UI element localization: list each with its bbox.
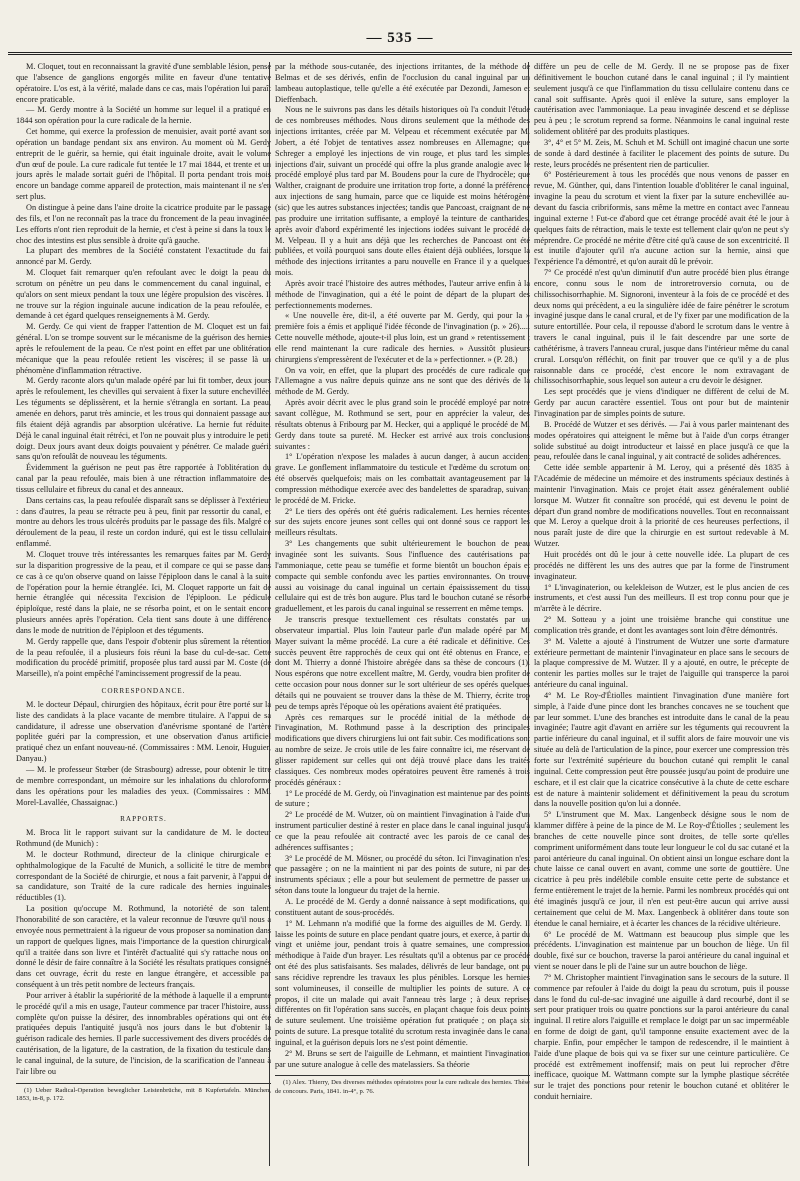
paragraph: 2° Le procédé de M. Wutzer, où on maintient l'invagination à l'aide d'un instrument particulier destiné à rester en place dans le canal inguinal jusqu'à ce que la peau refoulée ait contracté avec les parois de ce canal des adhérences suffisantes ; xyxy=(275,810,530,852)
paragraph: Après avoir décrit avec le plus grand soin le procédé employé par notre savant collègue, M. Rothmund se sert, pour en apprécier la valeur, des résultats obtenus à Fribourg par M. Hecker, qui a appliqué le procédé de M. Gerdy dans toute sa pureté. M. Hecker est arrivé aux trois conclusions suivantes : xyxy=(275,398,530,451)
paragraph: 2° Le tiers des opérés ont été guéris radicalement. Les hernies récentes sur des sujets encore jeunes sont celles qui ont donné sous ce rapport les meilleurs résultats. xyxy=(275,506,530,538)
paragraph: 1° L'invaginaterion, ou kelekleison de Wutzer, est le plus ancien de ces instruments, et c'est aussi l'un des meilleurs. Il est trop connu pour que je m'arrête à le décrire. xyxy=(534,582,789,614)
correspondance-paragraphs xyxy=(16,700,271,808)
header-rule xyxy=(8,52,792,55)
page-number: — 535 — xyxy=(366,30,434,46)
paragraph: Cette idée semble appartenir à M. Leroy, qui a présenté dès 1835 à l'Académie de médecine un mémoire et des instruments spéciaux destinés à maintenir l'invagination. Mais ce projet était assez généralement oublié lorsque M. Wutzer fit connaître son procédé, qui est devenu le point de départ d'un grand nombre de modifications nouvelles. Tout en reconnaissant que M. Leroy a quelque droit à la priorité de ces heureuses perfections, il nous paraît juste de dire que la chirurgie en est surtout redevable à M. Wutzer. xyxy=(534,463,789,549)
paragraph: 3°, 4° et 5° M. Zeis, M. Schuh et M. Schüll ont imaginé chacun une sorte de sonde à dard destinée à faciliter le placement des points de suture. Du reste, leurs procédés ne présentent rien de particulier. xyxy=(534,137,789,169)
paragraph: 4° M. Le Roy-d'Étiolles maintient l'invagination d'une manière fort simple, à l'aide d'une pince dont les branches concaves ne se touchent que par leur sommet. L'une des branches est introduite dans le canal de la peau invaginée; l'autre agit d'avant en arrière sur les téguments qui recouvrent la partie inférieure du canal inguinal, et il suffit alors de faire mouvoir une vis située au delà de l'articulation de la pince, pour exercer une compression très forte sur l'extrémité supérieure du bouchon cutané qui remplit le canal inguinal. Cette compression peut être poussée jusqu'au point de produire une eschare, et il est clair que la cicatrice consécutive à la chute de cette eschare est de nature à maintenir solidement et définitivement la peau du scrotum dans la nouvelle position qu'on lui a donnée. xyxy=(534,690,789,809)
column-1 xyxy=(16,62,271,1166)
paragraph: Pour arriver à établir la supériorité de la méthode à laquelle il a emprunté le procédé qu'il a mis en usage, l'auteur commence par tracer l'histoire, aussi complète qu'on puisse la désirer, des innombrables opérations qui ont été pratiquées depuis l'antiquité jusqu'à nos jours dans le but d'obtenir la guérison radicale des hernies. Il parle successivement des divers procédés de cautérisation, de la ligature, de la castration, de la fixation du testicule dans le canal inguinal, de la suture, de l'incision, de la scarification de l'anneau à l'air libre ou xyxy=(16,990,271,1076)
paragraph: — M. Gerdy montre à la Société un homme sur lequel il a pratiqué en 1844 son opération pour la cure radicale de la hernie. xyxy=(16,105,271,126)
footnote-column-2 xyxy=(275,1075,530,1096)
paragraph: 7° Ce procédé n'est qu'un diminutif d'un autre procédé bien plus étrange encore, connu sous le nom de introretroversio cornuta, ou de chilissochisorrhaphie. M. Signoroni, inventeur à la fois de ce procédé et des deux noms qui précèdent, a eu la singulière idée de faire pénétrer le scrotum invaginé jusque dans le canal crural, et de l'y fixer par une modification de la suture entortillée. Pour cela, il repousse d'abord le scrotum dans le ventre à travers le canal inguinal, puis il le fait descendre par une sorte de cathétérisme, à travers l'anneau crural, jusque dans l'intérieur même du canal crural. Lorsqu'on réfléchit, on finit par trouver que ce qu'il y a de plus raisonnable dans ce procédé, c'est encore le nom extravagant de chilissochisorrhaphie, sous lequel son auteur a cru devoir le désigner. xyxy=(534,268,789,386)
paragraph: 3° M. Valette a ajouté à l'instrument de Wutzer une sorte d'armature extérieure permettant de maintenir l'invaginateur en place sans le secours de la plaque compressive de M. Wutzer. Il y a ajouté, en outre, le précepte de contenir les parties molles sur le trajet de l'aiguille qui transperce la paroi antérieure du canal inguinal. xyxy=(534,636,789,690)
paragraph: diffère un peu de celle de M. Gerdy. Il ne se propose pas de fixer définitivement le bouchon cutané dans le canal inguinal ; il l'y maintient seulement jusqu'à ce que l'inflammation du tissu cellulaire contenu dans ce canal soit suffisante. Après quoi il enlève la suture, sans employer la cautérisation avec l'ammoniaque. La peau invaginée descend et se déplisse peu à peu ; le scrotum reprend sa forme. Néanmoins le canal inguinal reste solidement oblitéré par des produits plastiques. xyxy=(534,62,789,137)
paragraph: 1° L'opération n'expose les malades à aucun danger, à aucun accident grave. Le gonflement inflammatoire du testicule et l'œdème du scrotum ont été observés quelquefois; mais on les combattait avantageusement par la compression méthodique exercée avec des bandelettes de sparadrap, suivant le procédé de M. Fricke. xyxy=(275,452,530,505)
paragraph: Huit procédés ont dû le jour à cette nouvelle idée. La plupart de ces procédés ne diffèrent les uns des autres que par la forme de l'instrument invaginateur. xyxy=(534,549,789,581)
paragraph: 2° M. Bruns se sert de l'aiguille de Lehmann, et maintient l'invagination par une suture analogue à celle des matelassiers. Sa théorie xyxy=(275,1048,530,1069)
paragraph: 1° M. Lehmann n'a modifié que la forme des aiguilles de M. Gerdy. Il laisse les points de suture en place pendant quatre jours, et exerce, à partir du vingt et unième jour, pendant trois à quatre semaines, une compression méthodique à l'aide d'un brayer. Les résultats qu'il a obtenus par ce procédé ont été des plus satisfaisants. Ses malades, délivrés de leur bandage, ont pu sans récidive reprendre les travaux les plus pénibles. Lorsque les hernies sont volumineuses, il conseille de multiplier les points de suture. A ce propos, il cite un malade qui avait l'anneau très large ; à deux reprises différentes on fit l'opération sans succès, en plaçant chaque fois deux points de suture seulement. Une troisième opération fut pratiquée ; on plaça six points de suture. La presque totalité du scrotum resta invaginée dans le canal inguinal, et la guérison depuis lors ne s'est point démentie. xyxy=(275,918,530,1047)
paragraph: Je transcris presque textuellement ces résultats constatés par un observateur impartial. Plus loin l'auteur parle d'un malade opéré par M. Mayer suivant la même procédé. La cure a été radicale et définitive. Ces succès peuvent être rapprochés de ceux qui ont été obtenus en France, et dont M. Thierry a donné l'histoire abrégée dans sa thèse de concours (1). Nous espérons que notre excellent maître, M. Gerdy, voudra bien profiter de cette occasion pour nous donner sur le sort ultérieur de ses opérés quelques détails qui ne pouvaient se trouver dans la thèse de M. Thierry, écrite trop peu de temps après l'époque où les opérations avaient été pratiquées. xyxy=(275,615,530,711)
paragraph: B. Procédé de Wutzer et ses dérivés. — J'ai à vous parler maintenant des modes opératoires qui atteignent le même but à l'aide d'un corps étranger solide substitué au doigt introducteur et laissé en place jusqu'à ce que la peau, refoulée dans le canal inguinal, y ait contracté de solides adhérences. xyxy=(534,419,789,462)
column-divider-1 xyxy=(269,62,270,1166)
paragraph: M. Gerdy raconte alors qu'un malade opéré par lui fit tomber, deux jours après le refoulement, les chevilles qui servaient à fixer la suture enchevillée. Les téguments se déplissèrent, et la hernie s'étrangla en sortant. La peau, amenée en dehors, parut très amincie, et les trous qui donnaient passage aux fils étaient déjà agrandis par absorption ulcérative. La hernie fut réduite. Déjà le canal inguinal était rétréci, et l'on ne pouvait plus y introduire le petit doigt. Deux jours avant deux doigts pouvaient y pénétrer. Ce malade guérit sans qu'on refoulât de nouveau les téguments. xyxy=(16,376,271,462)
rapports-paragraphs xyxy=(16,828,271,1077)
paragraph: Les sept procédés que je viens d'indiquer ne diffèrent de celui de M. Gerdy par aucun caractère essentiel. Tous ont pour but de maintenir l'invagination par de simples points de suture. xyxy=(534,387,789,418)
paragraph: La plupart des membres de la Société constatent l'exactitude du fait annoncé par M. Gerdy. xyxy=(16,246,271,267)
column-3-paragraphs xyxy=(534,62,789,1103)
paragraph: Dans certains cas, la peau refoulée disparaît sans se déplisser à l'extérieur : dans d'autres, la peau se rétracte peu à peu, finit par ressortir du canal, et montre au dehors les trous ulcérés produits par le passage des fils. Malgré ce déroulement de la peau, il reste un cordon induré, qui est le tissu cellulaire enflammé. xyxy=(16,495,271,549)
column-2 xyxy=(275,62,530,1166)
paragraph: « Une nouvelle ère, dit-il, a été ouverte par M. Gerdy, qui pour la » première fois a émis et appliqué l'idée féconde de l'invagination (p. » 26)..... Cette nouvelle méthode, ajoute-t-il plus loin, est un grand » retentissement ; elle rend maintenant la cure radicale des hernies. » Aussitôt plusieurs chirurgiens s'empressèrent de l'exécuter et de la » perfectionner. » (P. 28.) xyxy=(275,311,530,364)
paragraph: 5° L'instrument que M. Max. Langenbeck désigne sous le nom de klammer diffère à peine de la pince de M. Le Roy-d'Étiolles ; seulement les branches de cette nouvelle pince sont droites, de telle sorte qu'elles compriment uniformément dans toute leur longueur le col du sac cutané et la paroi antérieure du canal inguinal. On obtient ainsi un longue eschare dont la chute laisse ce canal ouvert en avant, comme une sorte de gouttière. Une cicatrice à peu près indélébile comble ensuite cette perte de substance et ferme entièrement le trajet de la hernie. Parmi les nombreux procédés qui ont été imaginés jusqu'à ce jour, il n'en est peut-être aucun qui arrive aussi certainement que celui de M. Max. Langenbeck à oblitérer dans toute son étendue le canal herniaire, et à écarter les chances de la récidive ultérieure. xyxy=(534,810,789,928)
paragraph: On va voir, en effet, que la plupart des procédés de cure radicale que l'Allemagne a vus naître depuis quinze ans ne sont que des dérivés de la méthode de M. Gerdy. xyxy=(275,365,530,397)
paragraph: On distingue à peine dans l'aine droite la cicatrice produite par le passage des fils, et l'on ne reconnaît pas la trace du froncement de la peau invaginée. Les efforts n'ont rien reproduit de la hernie, et c'est à peine si dans la toux le choc des intestins est plus sensible à droite qu'à gauche. xyxy=(16,202,271,245)
paragraph: 3° Le procédé de M. Mösner, ou procédé du séton. Ici l'invagination n'est que passagère ; on ne la maintient ni par des points de suture, ni par des instruments spéciaux ; elle a pour but seulement de permettre de passer un séton dans toute la longueur du trajet de la hernie. xyxy=(275,853,530,896)
paragraph: Nous ne le suivrons pas dans les détails historiques où l'a conduit l'étude de ces nombreuses méthodes. Nous dirons seulement que la méthode des injections irritantes, créée par M. Velpeau et récemment exécutée par M. Jobert, a été l'objet de tentatives assez nombreuses en Allemagne; que Schreger a employé les injections de vin rouge, et plus tard les simples injections d'air, suivant un procédé qui offre la plus grande analogie avec le procédé employé plus tard par M. Boudens pour la cure de l'hydrocèle; que Walther, craignant de produire une irritation trop forte, a donné la préférence aux injections de sang humain, parce que ce liquide est moins hétérogène (sic) que les autres substances injectées; tandis que Pancoast, craignant de ne pas produire une irritation suffisante, a employé la teinture de cantharides, après avoir d'abord expérimenté les injections iodées suivant le procédé de M. Velpeau. Il y a huit ans déjà que les recherches de Pancoast ont été publiées, et voilà pourquoi sans doute elles étaient déjà oubliées, lorsque la méthode des injections irritantes a paru nouvelle en France il y a quelques mois. xyxy=(275,105,530,278)
column-divider-2 xyxy=(528,62,529,1166)
section-heading-rapports: RAPPORTS. xyxy=(120,815,167,824)
paragraph: 6° Le procédé de M. Wattmann est beaucoup plus simple que les précédents. L'invagination est maintenue par un bouchon de liège. Un fil double, fixé sur ce bouchon, traverse la paroi antérieure du canal inguinal et vient se nouer dans le pli de l'aine sur un autre bouchon de liège. xyxy=(534,929,789,972)
paragraph: 6° Postérieurement à tous les procédés que nous venons de passer en revue, M. Günther, qui, dans l'intention louable d'oblitérer le canal inguinal, invagine la peau du scrotum et vient la fixer par la suture enchevillée au-devant du fascia cribriformis, sans même la mettre en contact avec l'anneau inguinal externe ! Fut-ce d'abord que cet étrange procédé avait été le jour à quelques faits de rétraction, mais le texte est tellement clair qu'on ne peut s'y méprendre. Ce procédé ne mérite d'être cité qu'à cause de son excentricité. Il est inutile d'ajouter qu'il n'a aucune action sur la hernie, ainsi que l'expérience l'a démontré, et qu'on aurait dû le prévoir. xyxy=(534,170,789,267)
paragraph: A. Le procédé de M. Gerdy a donné naissance à sept modifications, qui constituent autant de sous-procédés. xyxy=(275,896,530,917)
column-3 xyxy=(534,62,789,1166)
section-heading-correspondance: CORRESPONDANCE. xyxy=(101,687,186,696)
footnote-text: (1) Ueber Radical-Operation beweglicher Leistenbrüche, mit 8 Kupfertafeln. München, 1853, in-8, p. 172. xyxy=(16,1086,271,1103)
paragraph: 3° Les changements que subit ultérieurement le bouchon de peau invaginée sont les suivants. Sous l'influence des cautérisations par l'ammoniaque, cette peau se tuméfie et forme bientôt un bouchon épais et compacte qui semble confondu avec les parties environnantes. On trouve aussi au voisinage du canal inguinal un certain épaississement du tissu cellulaire qui est de très bon augure. Plus tard le bouchon cutané se résorbe graduellement, et les parois du canal inguinal se resserrent en même temps. xyxy=(275,539,530,614)
paragraph: 1° Le procédé de M. Gerdy, où l'invagination est maintenue par des points de suture ; xyxy=(275,788,530,809)
paragraph: Après ces remarques sur le procédé initial de la méthode de l'invagination, M. Rothmund passe à la description des principales modifications que divers chirurgiens lui ont fait subir. Ces modifications sont au nombre de seize. Je crois utile de les faire connaître ici, me réservant de glisser rapidement sur celles qui ont déjà trouvé place dans les traités classiques. Ces nombreux modes opératoires peuvent être ramenés à trois procédés généraux : xyxy=(275,712,530,787)
paragraph: Évidemment la guérison ne peut pas être rapportée à l'oblitération du canal par la peau refoulée, mais bien à une rétraction inflammatoire des tissus cellulaire et fibreux du canal et des anneaux. xyxy=(16,463,271,494)
column-2-paragraphs xyxy=(275,62,530,1070)
paragraph: 7° M. Christopher maintient l'invagination sans le secours de la suture. Il commence par refouler à l'aide du doigt la peau du scrotum, puis il pousse dans le fond du cul-de-sac invaginé une aiguille à dard recourbé, dont il se sert pour pratiquer trois ou quatre ponctions sur la paroi antérieure du canal inguinal. Il retire alors l'aiguille et remplace le doigt par un sac imperméable en forme de doigt de gant, qu'il tamponne ensuite exactement avec de la charpie. Enfin, pour empêcher le tampon de redescendre, il le maintient à l'aide d'une plaque de bois qui va se fixer sur une ceinture particulière. Ce procédé est extrêmement inoffensif; mais on peut lui reprocher d'être inefficace, quoique M. Wattmann compte sur la lymphe plastique sécrétée sur le trajet des ponctions pour retenir le bouchon cutané et oblitérer le conduit herniaire. xyxy=(534,972,789,1102)
paragraph: 2° M. Sotteau y a joint une troisième branche qui constitue une complication très grande, et dont les avantages sont loin d'être démontrés. xyxy=(534,615,789,635)
paragraph: — M. le professeur Stœber (de Strasbourg) adresse, pour obtenir le titre de membre correspondant, un mémoire sur les inhalations du chloroforme dans les opérations pour les maladies des yeux. (Commissaires : MM. Morel-Lavallée, Chassaignac.) xyxy=(16,765,271,807)
paragraph: M. le docteur Dépaul, chirurgien des hôpitaux, écrit pour être porté sur la liste des candidats à la place vacante de membre titulaire. A l'appui de sa candidature, il adresse une observation d'anévrisme spontané de l'artère poplitée guéri par la compression, et une observation d'anus artificiel pratiqué chez un enfant nouveau-né. (Commissaires : MM. Lenoir, Huguier, Danyau.) xyxy=(16,699,271,764)
paragraph: Après avoir tracé l'histoire des autres méthodes, l'auteur arrive enfin à la méthode de l'invagination, qui a été le point de départ de la plupart des perfectionnements modernes. xyxy=(275,278,530,310)
footnote-column-1 xyxy=(16,1083,271,1104)
paragraph: M. Cloquet, tout en reconnaissant la gravité d'une semblable lésion, pense que l'absence de ganglions engorgés milite en faveur d'une tentative opératoire. L'os est, à la vérité, malade dans ce cas, mais l'opération lui paraît encore praticable. xyxy=(16,62,271,104)
paragraph: M. Gerdy. Ce qui vient de frapper l'attention de M. Cloquet est un fait général. L'on se trompe souvent sur le mécanisme de la guérison des hernies après le refoulement de la peau. Ce n'est point en effet par une oblitération mécanique que la peau refoulée retient les viscères; il se passe là un phénomène d'inflammation rétractive. xyxy=(16,322,271,375)
paragraph: par la méthode sous-cutanée, des injections irritantes, de la méthode de Belmas et de ses dérivés, enfin de l'occlusion du canal inguinal par un lambeau autoplastique, telle qu'elle a été exécutée par Dezondi, Jameson et Dieffenbach. xyxy=(275,62,530,104)
paragraph: Cet homme, qui exerce la profession de menuisier, avait porté avant son opération un bandage pendant six ans environ. Au moment où M. Gerdy entreprit de le guérir, sa hernie, qui était inguinale droite, avait le volume d'un œuf de poule. La cure radicale fut tentée le 17 mai 1844, et trente et un jours après le malade sortait guéri de l'hôpital. Il porta pendant trois mois encore un bandage comme appareil de protection, mais maintenant il ne s'en sert plus. xyxy=(16,127,271,202)
paragraph: M. Cloquet trouve très intéressantes les remarques faites par M. Gerdy sur la disparition progressive de la peau, et il compare ce qui se passe dans ce cas à ce qu'on observe quand on laisse l'épiploon dans le canal à la suite de l'opération pour la hernie étranglée. Ici, M. Cloquet rapporte un fait de hernie étranglée qui nécessita l'excision de l'épiploon. Le pédicule épiploïque, resté dans la plaie, ne se résorba point, et on le sentait encore plusieurs années après l'opération. Cela tient sans doute à une différence dans le mode de nutrition de l'épiploon et des téguments. xyxy=(16,549,271,635)
paragraph: M. le docteur Rothmund, directeur de la clinique chirurgicale et ophthalmologique de la Faculté de Munich, a sollicité le titre de membre correspondant de la Société de chirurgie, et nous a fait parvenir, à l'appui de sa candidature, son Traité de la cure radicale des hernies inguinales réductibles (1). xyxy=(16,849,271,903)
column-1-paragraphs xyxy=(16,62,271,680)
footnote-text: (1) Alex. Thierry, Des diverses méthodes opératoires pour la cure radicale des hernies. Thèse de concours. Paris, 1841. in-4°, p. 76. xyxy=(275,1079,530,1096)
paragraph: M. Cloquet fait remarquer qu'en refoulant avec le doigt la peau du scrotum on pénètre un peu dans le commencement du canal inguinal, et qu'alors on sent mieux pendant la toux une légère propulsion des viscères. Il ne trouve sur la région inguinale aucune indication de la peau refoulée, et demande à cet égard quelques renseignements à M. Gerdy. xyxy=(16,268,271,321)
paragraph: M. Broca lit le rapport suivant sur la candidature de M. le docteur Rothmund (de Munich) : xyxy=(16,828,271,849)
paragraph: La position qu'occupe M. Rothmund, la notoriété de son talent, l'honorabilité de son caractère, et la valeur reconnue de l'œuvre qu'il nous a envoyée nous permettraient à la rigueur de vous proposer sa nomination dans un rapport de quelques lignes, mais l'importance de la question chirurgicale qu'il a traitée dans son livre et l'intérêt d'actualité qui s'y rattache nous ont donné le désir de faire connaître à la Société les résultats pratiques consignés dans cet ouvrage, écrit du reste en langue étrangère, et accessible par conséquent à un très petit nombre de lecteurs français. xyxy=(16,904,271,990)
paragraph: M. Gerdy rappelle que, dans l'espoir d'obtenir plus sûrement la rétention de la peau refoulée, il a plusieurs fois réuni la base du cul-de-sac. Cette modification du procédé primitif, proposée plus tard aussi par M. Coste (de Marseille), n'a point empêché l'amincissement progressif de la peau. xyxy=(16,636,271,679)
